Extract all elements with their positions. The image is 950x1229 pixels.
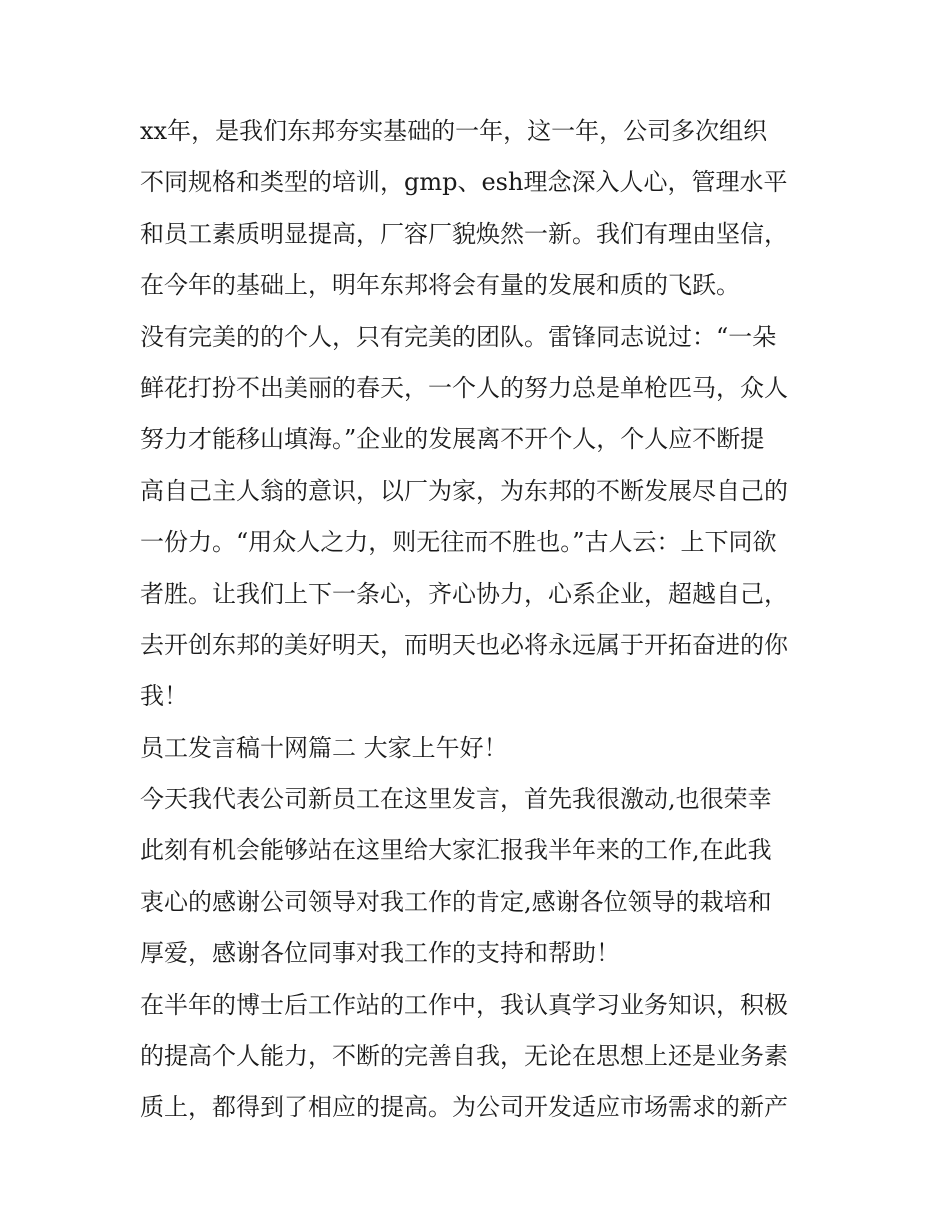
text-line: 的提高个人能力，不断的完善自我，无论在思想上还是业务素 bbox=[140, 1042, 788, 1071]
text-line: 去开创东邦的美好明天，而明天也必将永远属于开拓奋进的你 bbox=[140, 630, 788, 659]
text-line: 鲜花打扮不出美丽的春天，一个人的努力总是单枪匹马，众人 bbox=[140, 373, 788, 402]
text-line: 高自己主人翁的意识，以厂为家，为东邦的不断发展尽自己的 bbox=[140, 476, 788, 505]
text-line: 不同规格和类型的培训，gmp、esh理念深入人心，管理水平 bbox=[140, 168, 788, 197]
section-heading: 员工发言稿十网篇二 大家上午好！ bbox=[140, 733, 508, 762]
document-body bbox=[140, 106, 820, 1134]
text-line: 衷心的感谢公司领导对我工作的肯定,感谢各位领导的栽培和 bbox=[140, 887, 772, 916]
text-line: 质上，都得到了相应的提高。为公司开发适应市场需求的新产 bbox=[140, 1093, 788, 1122]
text-line: xx年，是我们东邦夯实基础的一年，这一年，公司多次组织 bbox=[140, 117, 768, 145]
text-line: 在今年的基础上，明年东邦将会有量的发展和质的飞跃。 bbox=[140, 271, 740, 300]
text-line: 者胜。让我们上下一条心，齐心协力，心系企业，超越自己， bbox=[140, 579, 788, 608]
text-line: 努力才能移山填海。”企业的发展离不开个人，个人应不断提 bbox=[140, 425, 765, 454]
text-line: 一份力。“用众人之力，则无往而不胜也。”古人云：上下同欲 bbox=[140, 528, 777, 557]
text-line: 和员工素质明显提高，厂容厂貌焕然一新。我们有理由坚信， bbox=[140, 219, 788, 248]
text-line: 今天我代表公司新员工在这里发言，首先我很激动,也很荣幸 bbox=[140, 785, 772, 814]
text-line: 我！ bbox=[140, 682, 188, 711]
text-line: 没有完美的的个人，只有完美的团队。雷锋同志说过：“一朵 bbox=[140, 322, 777, 351]
text-line: 此刻有机会能够站在这里给大家汇报我半年来的工作,在此我 bbox=[140, 836, 772, 865]
text-line: 在半年的博士后工作站的工作中，我认真学习业务知识，积极 bbox=[140, 990, 788, 1019]
text-line: 厚爱，感谢各位同事对我工作的支持和帮助！ bbox=[140, 939, 620, 968]
